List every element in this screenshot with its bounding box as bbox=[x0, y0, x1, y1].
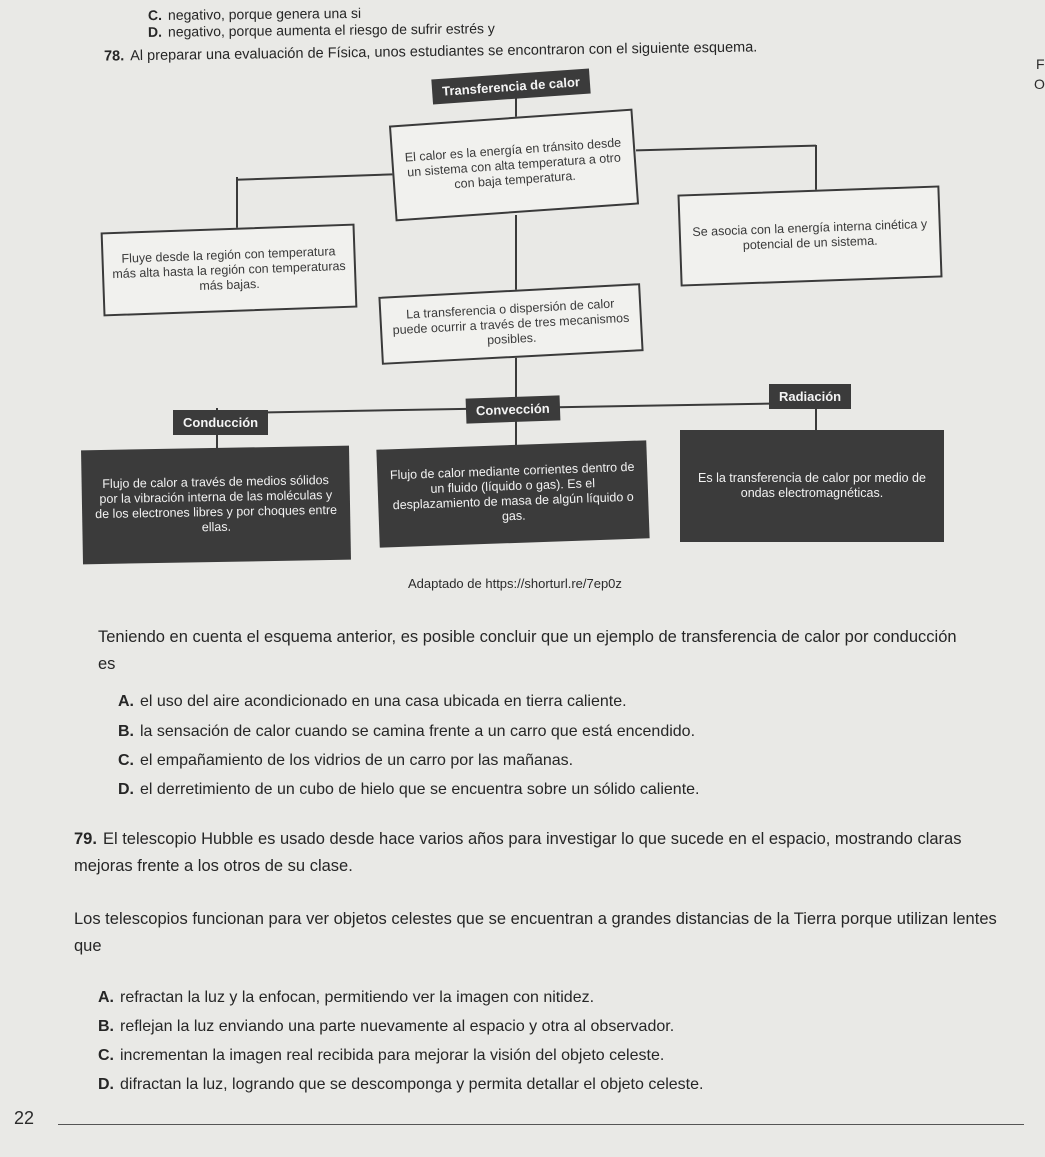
connector bbox=[815, 145, 817, 191]
footer-rule bbox=[58, 1124, 1024, 1125]
convection-label: Convección bbox=[466, 395, 561, 423]
q79-question: Los telescopios funcionan para ver objetos celestes que se encuentran a grandes distancias de la Tierra porque utilizan lentes que bbox=[74, 910, 997, 955]
prev-option-d: D. negativo, porque aumenta el riesgo de sufrir estrés y bbox=[147, 20, 495, 40]
conduction-label: Conducción bbox=[173, 410, 268, 435]
connector bbox=[236, 173, 396, 181]
flow-node: Fluye desde la región con temperatura más alta hasta la región con temperaturas más bajas. bbox=[101, 224, 358, 317]
connector bbox=[236, 177, 238, 235]
q79-option-c: C. incrementan la imagen real recibida para mejorar la visión del objeto celeste. bbox=[98, 1047, 665, 1064]
connector bbox=[515, 215, 517, 295]
source-note: Adaptado de https://shorturl.re/7ep0z bbox=[408, 576, 622, 591]
connector bbox=[515, 352, 517, 398]
radiation-label: Radiación bbox=[769, 384, 851, 409]
q78-option-c: C. el empañamiento de los vidrios de un carro por las mañanas. bbox=[118, 752, 574, 769]
connector bbox=[636, 145, 816, 152]
convection-desc: Flujo de calor mediante corrientes dentro de un fluido (líquido o gas). Es el desplazamiento de masa de algún líquido o gas. bbox=[376, 440, 649, 547]
conduction-desc: Flujo de calor a través de medios sólidos por la vibración interna de las moléculas y de los electrones libres y por choques entre ellas. bbox=[81, 446, 351, 565]
mechanisms-node: La transferencia o dispersión de calor puede ocurrir a través de tres mecanismos posibles. bbox=[378, 283, 643, 365]
margin-letter: F bbox=[1036, 56, 1045, 72]
q78-question: Teniendo en cuenta el esquema anterior, es posible concluir que un ejemplo de transferencia de calor por conducción es bbox=[98, 628, 957, 673]
q79-option-a: A. refractan la luz y la enfocan, permitiendo ver la imagen con nitidez. bbox=[98, 989, 595, 1006]
internal-energy-node: Se asocia con la energía interna cinética y potencial de un sistema. bbox=[677, 185, 942, 286]
q79-option-d: D. difractan la luz, logrando que se descomponga y permita detallar el objeto celeste. bbox=[98, 1076, 704, 1093]
q78-option-d: D. el derretimiento de un cubo de hielo que se encuentra sobre un sólido caliente. bbox=[118, 781, 700, 798]
definition-node: El calor es la energía en tránsito desde un sistema con alta temperatura a otro con baja temperatura. bbox=[389, 109, 639, 222]
q78-option-a: A. el uso del aire acondicionado en una casa ubicada en tierra caliente. bbox=[118, 693, 627, 710]
margin-letter: O bbox=[1034, 76, 1045, 92]
page-number: 22 bbox=[14, 1108, 35, 1128]
radiation-desc: Es la transferencia de calor por medio de ondas electromagnéticas. bbox=[680, 430, 944, 542]
prev-option-c: C. negativo, porque genera una si bbox=[147, 4, 362, 24]
q79-option-b: B. reflejan la luz enviando una parte nuevamente al espacio y otra al observador. bbox=[98, 1018, 675, 1035]
q78-option-b: B. la sensación de calor cuando se camina frente a un carro que está encendido. bbox=[118, 723, 696, 740]
q79-intro: 79. El telescopio Hubble es usado desde hace varios años para investigar lo que sucede en el espacio, mostrando claras mejoras frente a los otros de su clase. bbox=[74, 830, 962, 875]
q78-intro: 78. Al preparar una evaluación de Física, unos estudiantes se encontraron con el siguiente esquema. bbox=[103, 39, 758, 65]
root-node: Transferencia de calor bbox=[431, 69, 590, 105]
